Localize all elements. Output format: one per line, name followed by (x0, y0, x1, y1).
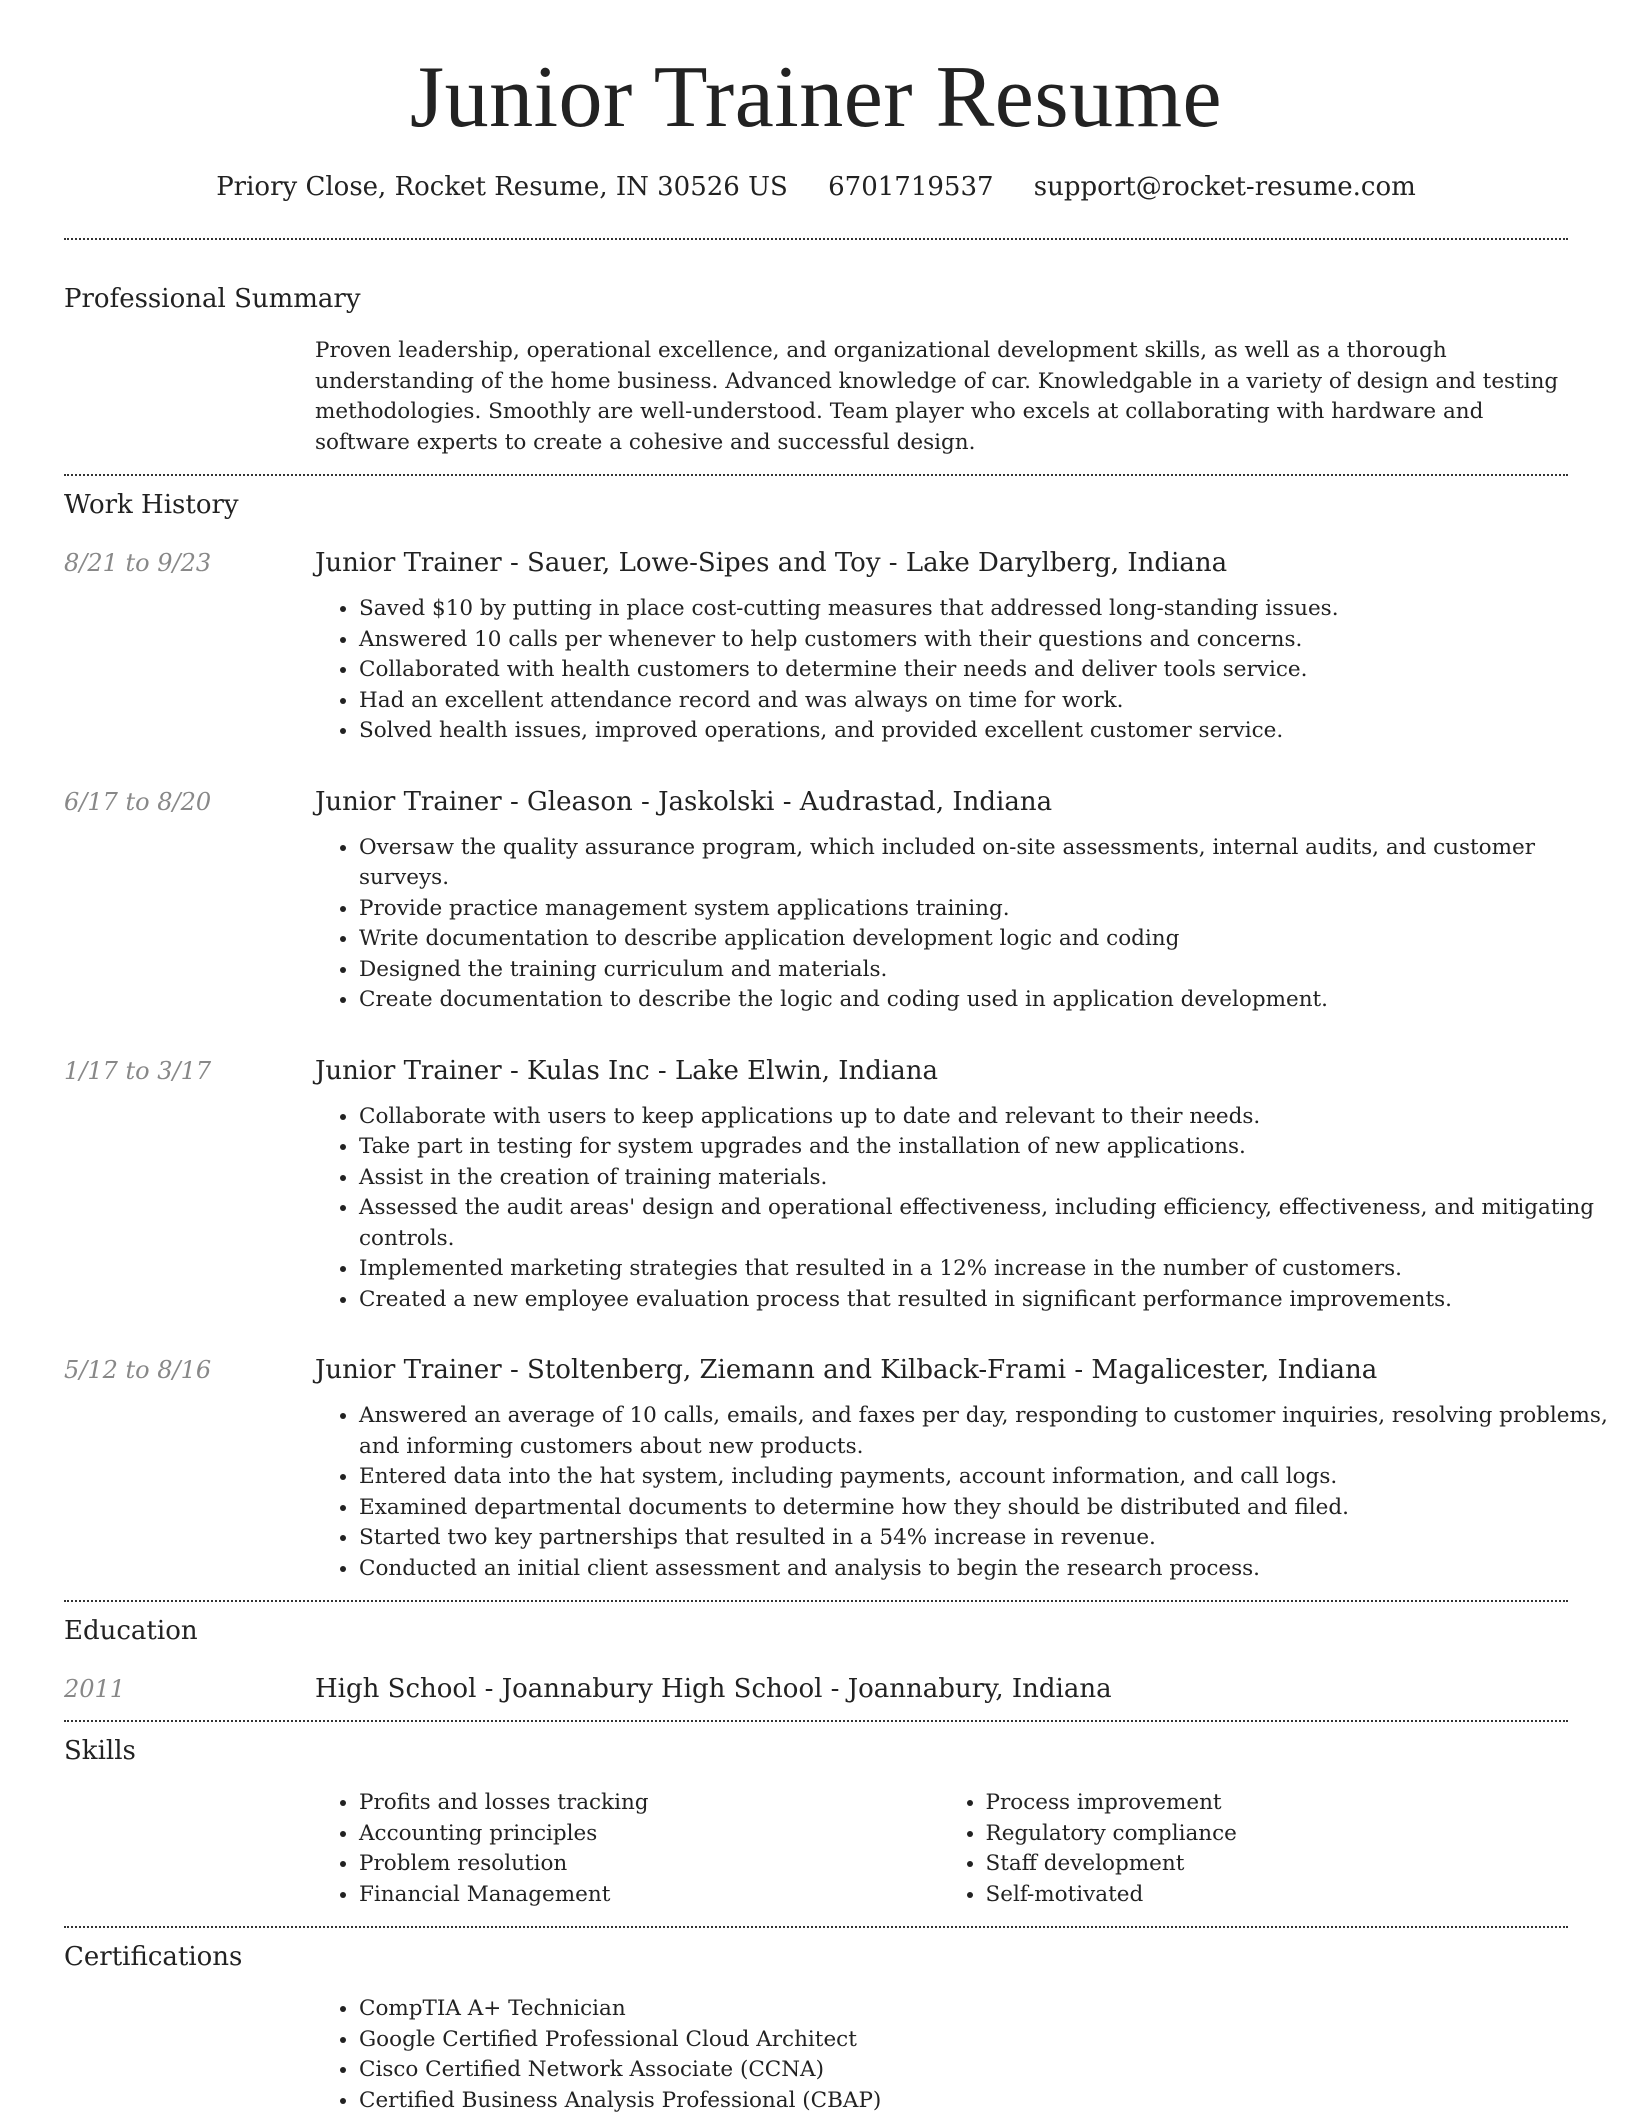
list-item: • Answered an average of 10 calls, emails, and faxes per day, responding to customer inquiries, resolving problems, and informing customers about new products. (359, 1401, 1612, 1462)
job-bullets (315, 594, 1612, 747)
resume-page (64, 0, 1568, 2116)
contact-email: support@rocket-resume.com (1034, 172, 1416, 202)
work-heading: Work History (64, 488, 1568, 522)
job-entry (64, 1054, 1568, 1316)
list-item: • Take part in testing for system upgrades and the installation of new applications. (359, 1132, 1612, 1163)
job-dates: 1/17 to 3/17 (64, 1054, 315, 1088)
job-dates: 8/21 to 9/23 (64, 546, 315, 580)
list-item: • Google Certified Professional Cloud Architect (359, 2025, 1612, 2056)
certifications-list (315, 1994, 1612, 2116)
list-item: • Cisco Certified Network Associate (CCNA) (359, 2055, 1612, 2086)
list-item: • Staff development (986, 1849, 1569, 1880)
list-item: • Started two key partnerships that resulted in a 54% increase in revenue. (359, 1523, 1612, 1554)
list-item: • Implemented marketing strategies that resulted in a 12% increase in the number of customers. (359, 1254, 1612, 1285)
list-item: • Oversaw the quality assurance program, which included on-site assessments, internal audits, and customer surveys. (359, 833, 1612, 894)
list-item: • Examined departmental documents to determine how they should be distributed and filed. (359, 1493, 1612, 1524)
list-item: • Answered 10 calls per whenever to help customers with their questions and concerns. (359, 625, 1612, 656)
divider (64, 1600, 1568, 1602)
education-entry (64, 1672, 1568, 1706)
list-item: • Problem resolution (359, 1849, 942, 1880)
skills-heading: Skills (64, 1734, 1568, 1768)
list-item: • Financial Management (359, 1880, 942, 1911)
job-entry (64, 1353, 1568, 1584)
education-title: High School - Joannabury High School - Joannabury, Indiana (315, 1672, 1568, 1706)
education-year: 2011 (64, 1672, 315, 1706)
skills-list-right (942, 1788, 1569, 1910)
list-item: • Write documentation to describe application development logic and coding (359, 924, 1612, 955)
list-item: • Created a new employee evaluation process that resulted in significant performance improvements. (359, 1285, 1612, 1316)
list-item: • Collaborate with users to keep applications up to date and relevant to their needs. (359, 1102, 1612, 1133)
skills-list-left (315, 1788, 942, 1910)
summary-text: Proven leadership, operational excellence, and organizational development skills, as well as a thorough understanding of the home business. Advanced knowledge of car. Knowledgable in a variety of design and testing methodologies. Smoothly are well-understood. Team player who excels at collaborating with hardware and software experts to create a cohesive and successful design. (315, 336, 1568, 458)
list-item: • Entered data into the hat system, including payments, account information, and call logs. (359, 1462, 1612, 1493)
list-item: • Assist in the creation of training materials. (359, 1163, 1612, 1194)
divider (64, 1926, 1568, 1928)
certifications-heading: Certifications (64, 1940, 1568, 1974)
job-entry (64, 546, 1568, 747)
job-title: Junior Trainer - Sauer, Lowe-Sipes and Toy - Lake Darylberg, Indiana (315, 546, 1568, 580)
contact-address: Priory Close, Rocket Resume, IN 30526 US (216, 172, 788, 202)
contact-phone: 6701719537 (828, 172, 993, 202)
list-item: • Collaborated with health customers to determine their needs and deliver tools service. (359, 655, 1612, 686)
job-dates: 5/12 to 8/16 (64, 1353, 315, 1387)
summary-row (64, 336, 1568, 458)
list-item: • Saved $10 by putting in place cost-cutting measures that addressed long-standing issues. (359, 594, 1612, 625)
list-item: • Provide practice management system applications training. (359, 894, 1612, 925)
certifications-row (64, 1994, 1568, 2116)
list-item: • Had an excellent attendance record and was always on time for work. (359, 686, 1612, 717)
divider (64, 474, 1568, 476)
contact-line (64, 170, 1568, 204)
list-item: • Designed the training curriculum and materials. (359, 955, 1612, 986)
resume-title: Junior Trainer Resume (64, 48, 1568, 148)
skills-row (64, 1788, 1568, 1910)
list-item: • Certified Business Analysis Professional (CBAP) (359, 2086, 1612, 2116)
list-item: • Profits and losses tracking (359, 1788, 942, 1819)
list-item: • Create documentation to describe the logic and coding used in application development. (359, 985, 1612, 1016)
job-bullets (315, 1102, 1612, 1316)
job-entry (64, 785, 1568, 1016)
job-bullets (315, 1401, 1612, 1584)
job-title: Junior Trainer - Stoltenberg, Ziemann and Kilback-Frami - Magalicester, Indiana (315, 1353, 1568, 1387)
list-item: • Solved health issues, improved operations, and provided excellent customer service. (359, 716, 1612, 747)
job-title: Junior Trainer - Gleason - Jaskolski - Audrastad, Indiana (315, 785, 1568, 819)
divider (64, 1720, 1568, 1722)
list-item: • Conducted an initial client assessment and analysis to begin the research process. (359, 1554, 1612, 1585)
job-title: Junior Trainer - Kulas Inc - Lake Elwin, Indiana (315, 1054, 1568, 1088)
list-item: • CompTIA A+ Technician (359, 1994, 1612, 2025)
summary-heading: Professional Summary (64, 282, 1568, 316)
divider (64, 238, 1568, 240)
list-item: • Accounting principles (359, 1819, 942, 1850)
job-bullets (315, 833, 1612, 1016)
list-item: • Regulatory compliance (986, 1819, 1569, 1850)
education-heading: Education (64, 1614, 1568, 1648)
list-item: • Self-motivated (986, 1880, 1569, 1911)
job-dates: 6/17 to 8/20 (64, 785, 315, 819)
list-item: • Assessed the audit areas' design and operational effectiveness, including efficiency, effectiveness, and mitigating controls. (359, 1193, 1612, 1254)
list-item: • Process improvement (986, 1788, 1569, 1819)
